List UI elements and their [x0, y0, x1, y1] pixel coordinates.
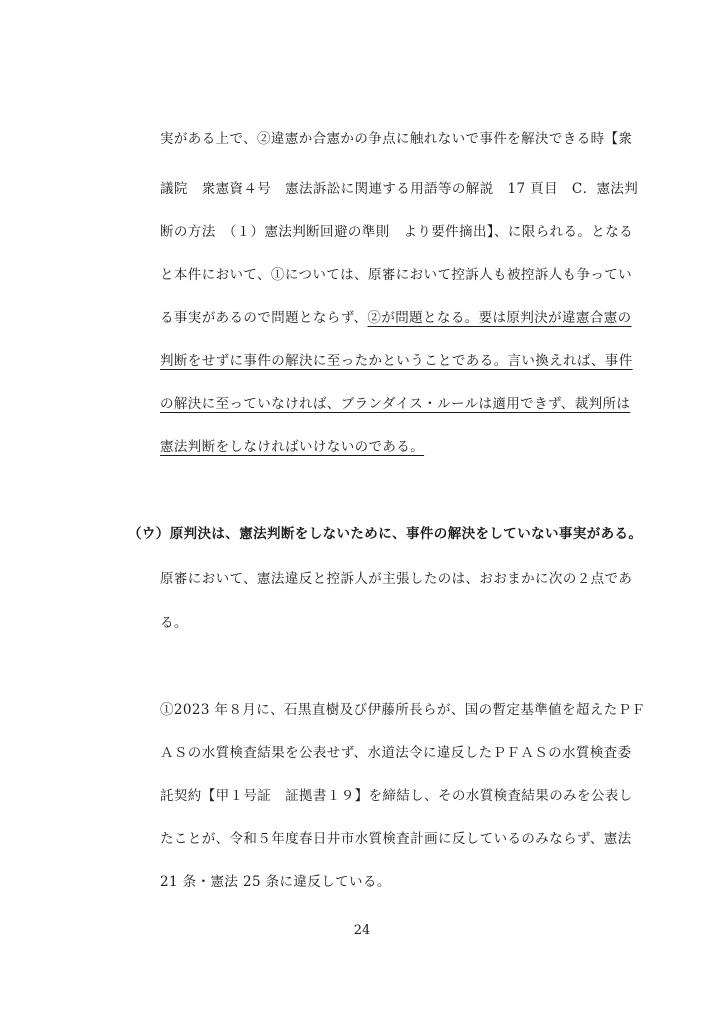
paragraph1-line5-plain: る事実があるので問題とならず、: [160, 310, 368, 326]
page-number: 24: [353, 923, 371, 938]
section-u-heading: （ウ）原判決は、憲法判断をしないために、事件の解決をしていない事実がある。: [128, 526, 643, 542]
paragraph1-line2: 議院 衆憲資４号 憲法訴訟に関連する用語等の解説 17 頁目 C．憲法判: [160, 181, 639, 197]
paragraph1-line4: と本件において、①については、原審において控訴人も被控訴人も争ってい: [160, 267, 633, 283]
section-u-line2: る。: [160, 615, 188, 631]
item1-line4: たことが、令和５年度春日井市水質検査計画に反しているのみならず、憲法: [160, 831, 632, 847]
item1-line2: ＡＳの水質検査結果を公表せず、水道法令に違反したＰＦＡＳの水質検査委: [160, 745, 632, 761]
item1-line5: 21 条・憲法 25 条に違反している。: [160, 874, 391, 890]
item1-line1: ①2023 年８月に、石黒直樹及び伊藤所長らが、国の暫定基準値を超えたＰＦ: [160, 702, 646, 718]
paragraph1-line8: 憲法判断をしなければいけないのである。: [160, 439, 425, 455]
paragraph1-line5: [160, 308, 632, 328]
paragraph1-line7: の解決に至っていなければ、ブランダイス・ルールは適用できず、裁判所は: [160, 396, 631, 412]
item1-line3: 託契約【甲１号証 証拠書１９】を締結し、その水質検査結果のみを公表し: [160, 788, 633, 804]
paragraph1-line5-underlined: ②が問題となる。要は原判決が違憲合憲の: [367, 310, 632, 326]
paragraph1-line6: 判断をせずに事件の解決に至ったかということである。言い換えれば、事件: [160, 353, 633, 369]
section-u-line1: 原審において、憲法違反と控訴人が主張したのは、おおまかに次の２点であ: [160, 571, 633, 587]
paragraph1-line3: 断の方法 （１）憲法判断回避の準則 より要件摘出】、に限られる。となる: [160, 224, 633, 240]
paragraph1-line1: 実がある上で、②違憲か合憲かの争点に触れないで事件を解決できる時【衆: [160, 131, 633, 147]
